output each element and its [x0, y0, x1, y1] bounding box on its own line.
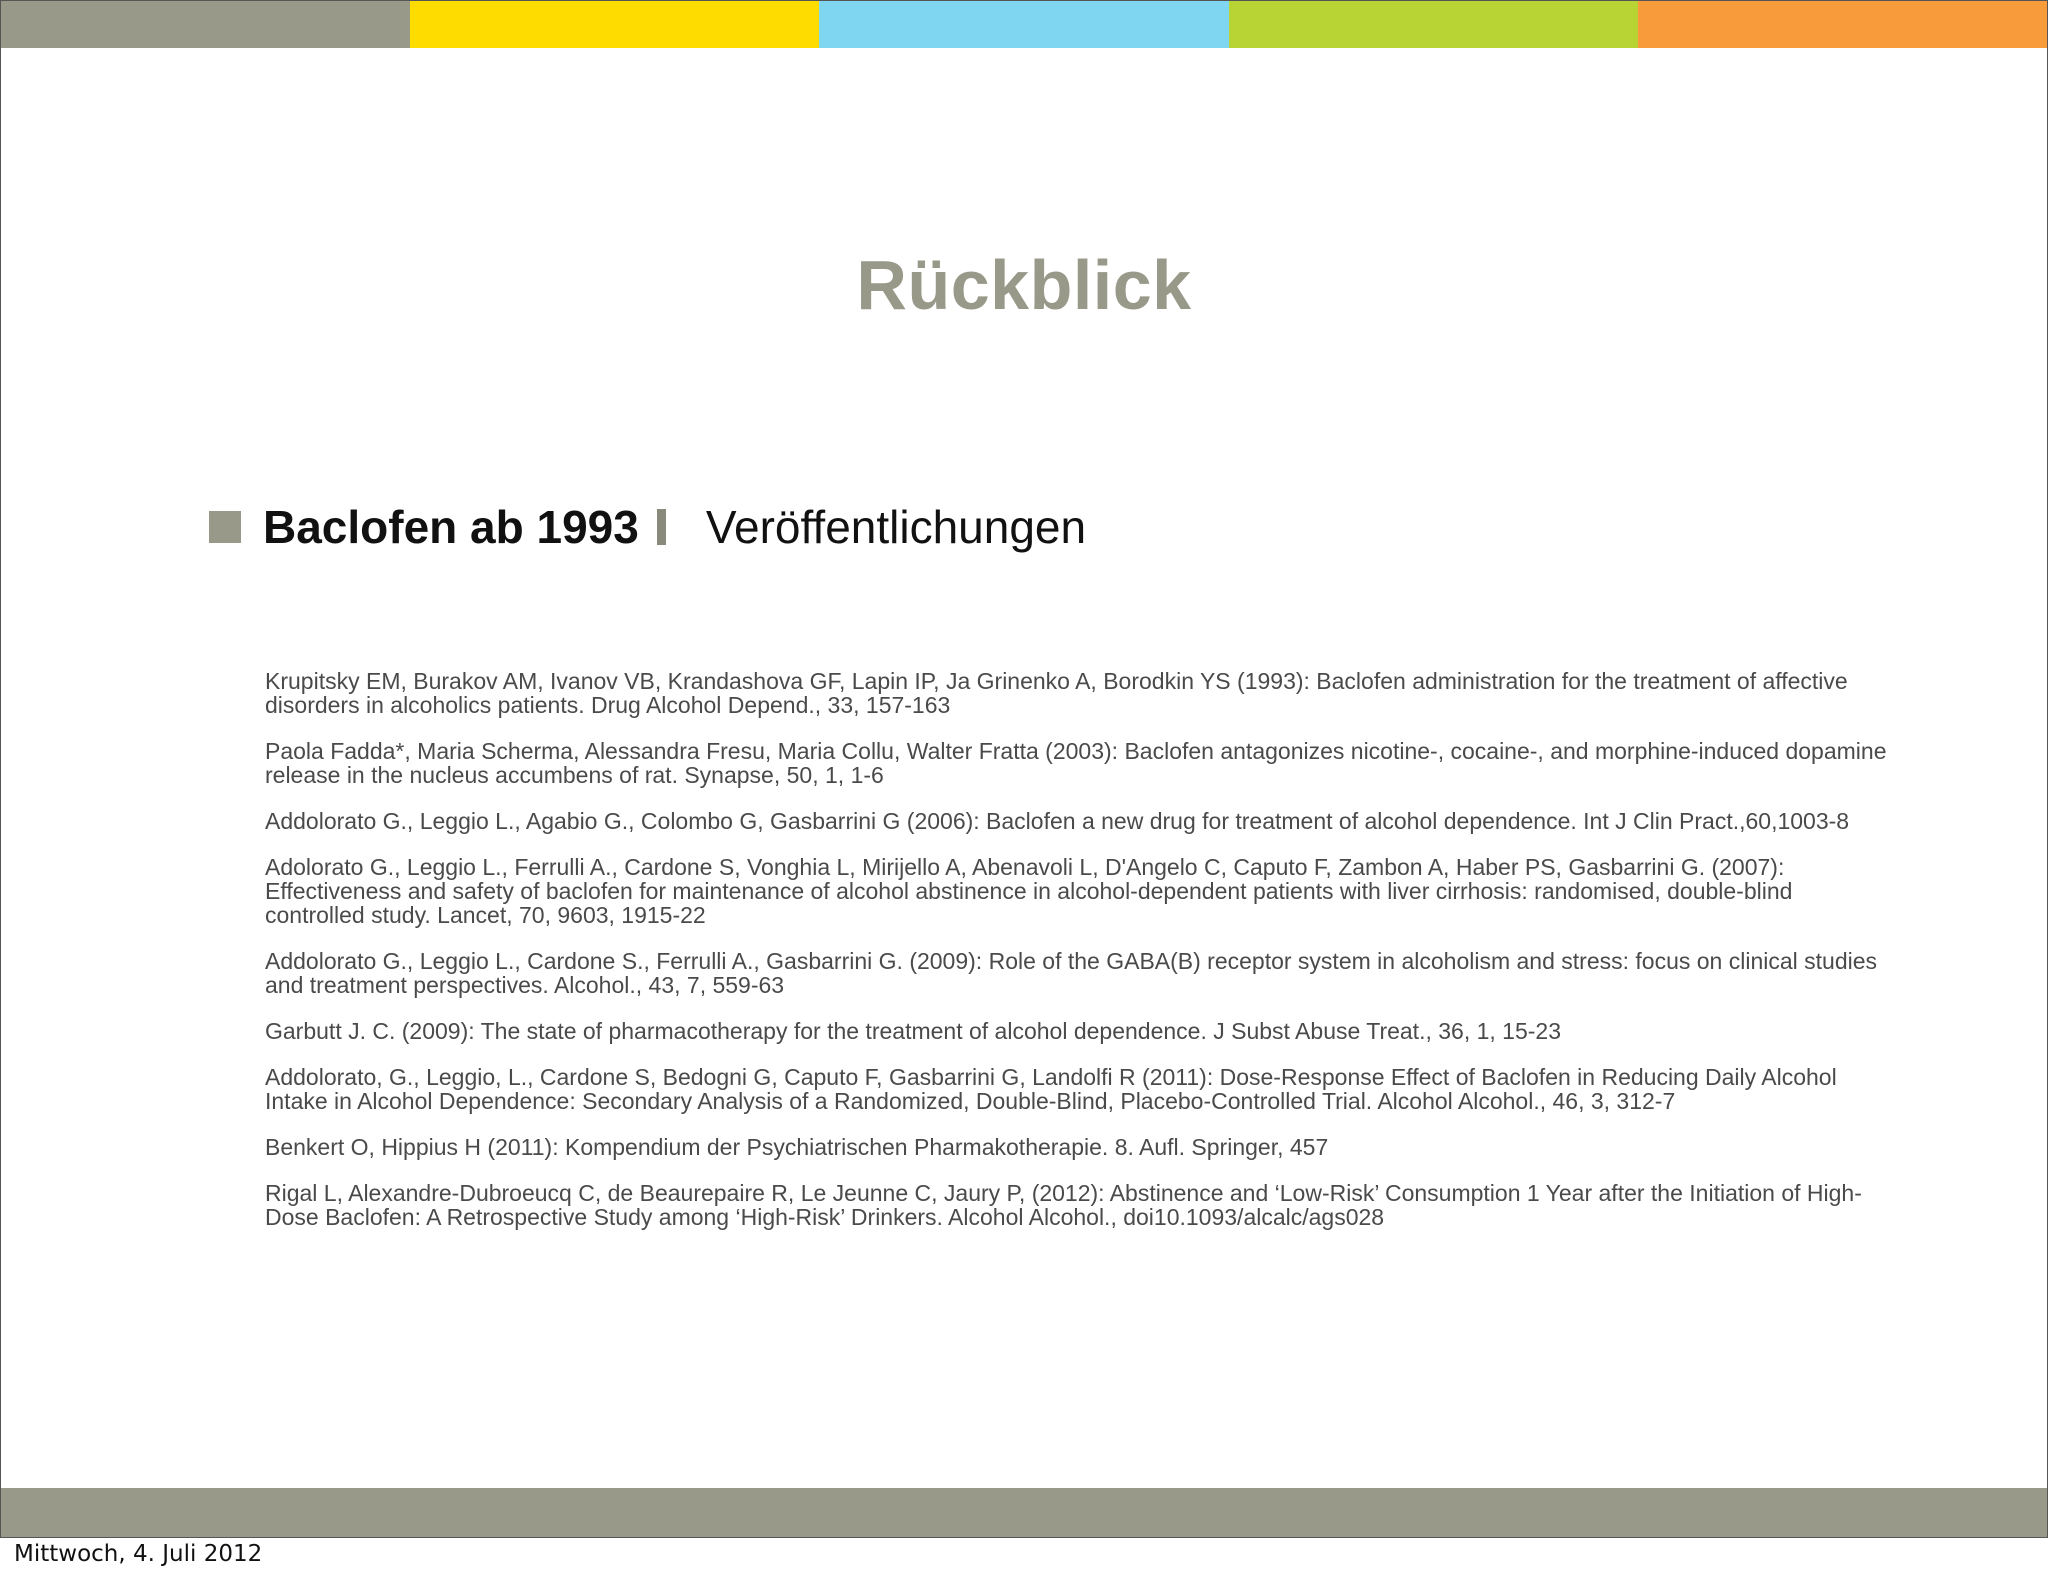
- reference-item: Paola Fadda*, Maria Scherma, Alessandra Fresu, Maria Collu, Walter Fratta (2003): Baclofen antagonizes nicotine-, cocaine-, and morphine-induced dopamine release in the nucleus accumbens of rat. Synapse, 50, 1, 1-6: [265, 738, 1887, 788]
- reference-item: Addolorato G., Leggio L., Agabio G., Colombo G, Gasbarrini G (2006): Baclofen a new drug for treatment of alcohol dependence. Int J Clin Pract.,60,1003-8: [265, 808, 1850, 834]
- footer-band: [1, 1488, 2047, 1537]
- reference-item: Garbutt J. C. (2009): The state of pharmacotherapy for the treatment of alcohol dependence. J Subst Abuse Treat., 36, 1, 15-23: [265, 1018, 1562, 1044]
- bullet-square-icon: [209, 511, 241, 543]
- heading-subtitle: Veröffentlichungen: [705, 501, 1087, 553]
- color-bar-segment-yellow: [410, 1, 819, 48]
- slide-title: Rückblick: [856, 246, 1192, 324]
- color-bar: [1, 1, 2047, 48]
- reference-item: Adolorato G., Leggio L., Ferrulli A., Cardone S, Vonghia L, Mirijello A, Abenavoli L, D'Angelo C, Caputo F, Zambon A, Haber PS, Gasbarrini G. (2007): Effectiveness and safety of baclofen for maintenance of alcohol abstinence in alcohol-dependent patients with liver cirrhosis: randomised, double-blind controlled study. Lancet, 70, 9603, 1915-22: [265, 854, 1793, 928]
- date-label: Mittwoch, 4. Juli 2012: [14, 1541, 263, 1567]
- heading-topic: Baclofen ab 1993: [263, 501, 639, 553]
- heading-separator: [657, 509, 666, 545]
- reference-list: [265, 669, 1895, 1251]
- color-bar-segment-green: [1229, 1, 1638, 48]
- section-heading: [209, 497, 1086, 557]
- reference-item: Krupitsky EM, Burakov AM, Ivanov VB, Krandashova GF, Lapin IP, Ja Grinenko A, Borodkin YS (1993): Baclofen administration for the treatment of affective disorders in alcoholics patients. Drug Alcohol Depend., 33, 157-163: [265, 668, 1848, 718]
- color-bar-segment-orange: [1638, 1, 2047, 48]
- reference-item: Addolorato, G., Leggio, L., Cardone S, Bedogni G, Caputo F, Gasbarrini G, Landolfi R (2011): Dose-Response Effect of Baclofen in Reducing Daily Alcohol Intake in Alcohol Dependence: Secondary Analysis of a Randomized, Double-Blind, Placebo-Controlled Trial. Alcohol Alcohol., 46, 3, 312-7: [265, 1064, 1837, 1114]
- reference-item: Benkert O, Hippius H (2011): Kompendium der Psychiatrischen Pharmakotherapie. 8. Aufl. Springer, 457: [265, 1134, 1329, 1160]
- color-bar-segment-gray: [1, 1, 410, 48]
- color-bar-segment-blue: [819, 1, 1228, 48]
- reference-item: Addolorato G., Leggio L., Cardone S., Ferrulli A., Gasbarrini G. (2009): Role of the GABA(B) receptor system in alcoholism and stress: focus on clinical studies and treatment perspectives. Alcohol., 43, 7, 559-63: [265, 948, 1878, 998]
- reference-item: Rigal L, Alexandre-Dubroeucq C, de Beaurepaire R, Le Jeunne C, Jaury P, (2012): Abstinence and ‘Low-Risk’ Consumption 1 Year after the Initiation of High-Dose Baclofen: A Retrospective Study among ‘High-Risk’ Drinkers. Alcohol Alcohol., doi10.1093/alcalc/ags028: [265, 1180, 1862, 1230]
